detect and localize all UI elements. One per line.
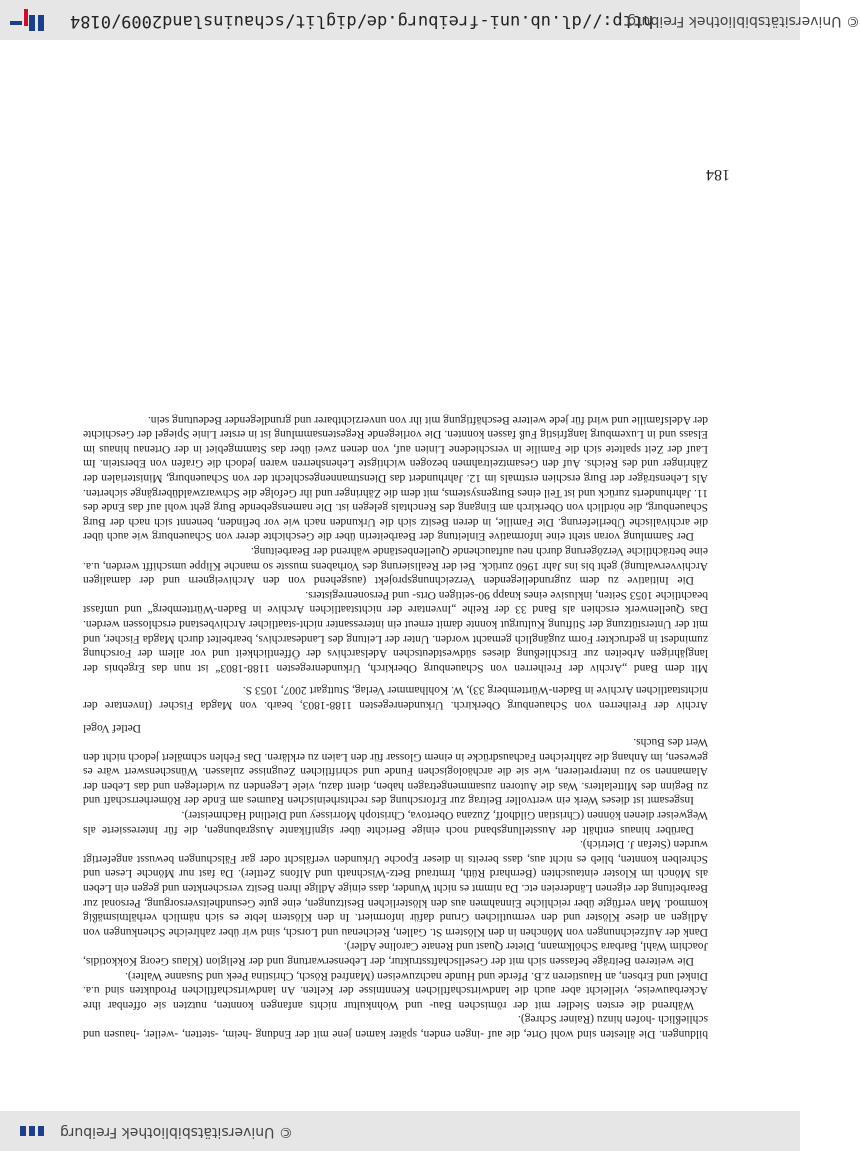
paragraph: Insgesamt ist dieses Werk ein wertvoller Beitrag zur Erforschung des rechtsrheinischen Raumes am Ende der Römerherrschaft und zu Beginn des Mittelalters. Was die Autoren zusammengetragen haben, dient dazu, viele Legenden zu widerlegen und das Leben der Alamannen so zu interpretieren, wie sie die archäologischen Funde und schriftlichen Zeugnisse zulassen. Wünschenswert wäre es gewesen, im Anhang die zahlreichen Fachausdrücke in einem Glossar für den Laien zu erklären. Das Fehlen schmälert jedoch nicht den Wert des Buchs.	[83, 736, 708, 807]
page-number: 184	[706, 166, 730, 183]
paragraph: Dank der Aufzeichnungen von Mönchen in den Klöstern St. Gallen, Reichenau und Lorsch, sind wir über zahlreiche Schenkungen von Adligen an diese Klöster und den vermutlichen Grund dafür informiert. In den Klöstern lebte es sich nämlich verhältnismäßig kommod. Man verfügte über reichliche Einnahmen aus den klösterlichen Besitzungen, eine gute Gesundheitsversorgung, Personal zur Bearbeitung der eigenen Ländereien etc. Da nimmt es nicht Wunder, dass einige Adlige ihren Besitz verschenkten und gegen ein Leben als Mönch im Kloster eintauschten (Bernhard Rüth, Irmtraud Betz-Wischnath und Alfons Zettler). Da fast nur Mönche Lesen und Schreiben konnten, blieb es nicht aus, dass bereits in dieser Epoche Urkunden verfälscht oder gar Fälschungen bewusst angefertigt wurden (Stefan J. Dietrich).	[83, 838, 708, 938]
paragraph: Die weiteren Beiträge befassen sich mit der Gesellschaftsstruktur, der Lebenserwartung und der Religion (Klaus Georg Kokkotidis, Joachim Wahl, Barbara Schölkmann, Dieter Quast und Renate Caroline Adler).	[83, 940, 708, 968]
book-citation: Archiv der Freiherren von Schauenburg Oberkirch. Urkundenregesten 1188-1803, bearb. von Magda Fischer (Inventare der nichtstaatlichen Archive in Baden-Württemberg 33), W. Kohlhammer Verlag, Stuttgart 2007, 1053 S.	[83, 684, 708, 711]
copyright-notice: © Universitätsbibliothek Freiburg	[627, 13, 860, 29]
paragraph: Darüber hinaus enthält der Ausstellungsband noch einige Berichte über signifikante Ausgrabungen, die für Interessierte als Wegweiser dienen können (Christian Gildhoff, Zuzana Obertova, Christoph Morrissey und Dietlind Hachmeister).	[83, 809, 708, 836]
review-signature: Detlef Vogel	[83, 721, 142, 734]
viewer-header-bar	[0, 0, 860, 40]
page-body	[83, 412, 708, 1041]
copyright-notice-footer: © Universitätsbibliothek Freiburg	[60, 1124, 293, 1140]
paragraph: Die Initiative zu dem zugrundeliegenden Verzeichnungsprojekt (ausgehend von den Archiveignern und der damaligen Archivverwaltung) geht bis ins Jahr 1960 zurück. Bei der Realisierung des Vorhabens musste so manche Klippe umschifft werden, u.a. eine beträchtliche Verzögerung durch neu auftauchende Quellenbestände während der Bearbeitung.	[83, 545, 708, 587]
viewer-footer-bar	[0, 1111, 800, 1151]
university-logo-small-icon	[10, 1120, 44, 1142]
paragraph: Während die ersten Siedler mit der römischen Bau- und Wohnkultur nichts anfangen konnten, nutzten sie offenbar ihre Ackerbauweise, vielleicht aber auch die landwirtschaftlichen Kenntnisse der Kelten. An landwirtschaftlichen Produkten sind u.a. Dinkel und Erbsen, an Haustieren z.B. Pferde und Hunde nachzuweisen (Manfred Rösch, Christina Peek und Susanne Walter).	[83, 969, 708, 1011]
document-url[interactable]: http://dl.ub.uni-freiburg.de/diglit/schauinsland2009/0184	[70, 11, 654, 31]
paragraph: Mit dem Band „Archiv der Freiherren von Schauenburg Oberkirch, Urkundenregesten 1188-1803“ ist nun das Ergebnis der langjährigen Arbeiten zur Erschließung dieses südwestdeutschen Adelsarchivs der Öffentlichkeit und vor allem der Forschung zumindest in gedruckter Form zugänglich gemacht worden. Unter der Leitung des Landesarchivs, bearbeitet durch Magda Fischer, und mit der Unterstützung der Stiftung Kulturgut konnte damit erneut ein interessanter nicht-staatlicher Archivbestand erschlossen werden. Das Quellenwerk erschien als Band 33 der Reihe „Inventare der nichtstaatlichen Archive in Baden-Württemberg“ und umfasst beachtliche 1053 Seiten, inklusive eines knapp 90-seitigen Orts- und Personenregisters.	[83, 588, 708, 674]
paragraph: Der Sammlung voran steht eine informative Einleitung der Bearbeiterin über die Geschichte derer von Schauenburg wie auch über die archivalische Überlieferung. Die Familie, in deren Besitz sich die Urkunden nach wie vor befinden, benennt sich nach der Burg Schauenburg, die nördlich von Oberkirch am Eingang des Renchtals gelegen ist. Die namensgebende Burg geht wohl auf das Ende des 11. Jahrhunderts zurück und ist Teil eines Burgensystems, mit dem die Zähringer und ihr Gefolge die Schwarzwaldübergänge sicherten. Als Lehensträger der Burg erschien erstmals im 12. Jahrhundert das Dienstmannengeschlecht der von Schauenburg, Ministerialen der Zähringer und des Reichs. Auf den Gesamtzeitrahmen bezogen wichtigste Lehensherren waren jedoch die Grafen von Eberstein. Im Lauf der Zeit spaltete sich die Familie in verschiedene Linien auf, von denen zwei über das Stammgebiet in der Ortenau hinaus im Elsass und in Luxemburg langfristig Fuß fassen konnten. Die vorliegende Regestensammlung ist in erster Linie Spiegel der Geschichte der Adelsfamilie und wird für jede weitere Beschäftigung mit ihr von unverzichtbarer und grundlegender Bedeutung sein.	[83, 413, 708, 543]
university-logo-icon	[10, 9, 44, 31]
paragraph: bildungen. Die ältesten sind wohl Orte, die auf -ingen enden, später kamen jene mit der Endung -heim, -stetten, -weiler, -hausen und schließlich -hofen hinzu (Rainer Schreg).	[83, 1013, 708, 1040]
